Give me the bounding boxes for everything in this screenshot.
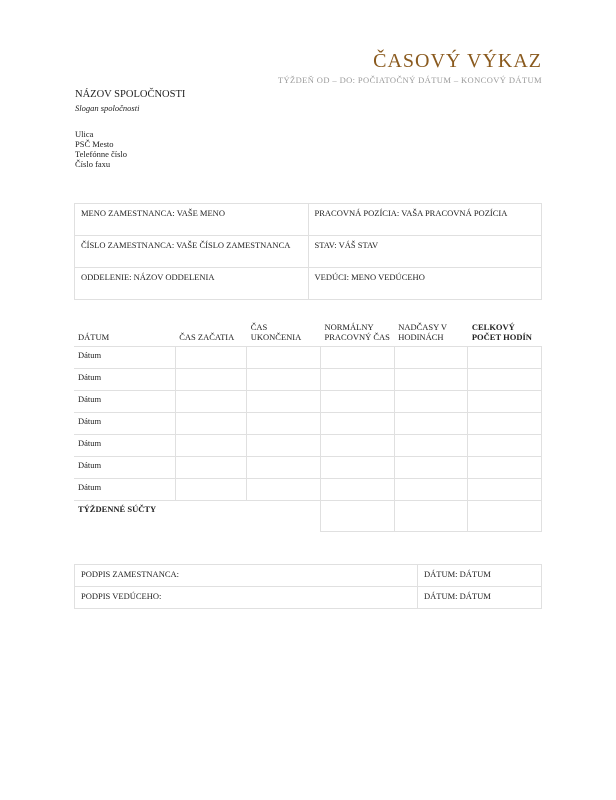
col-total: CELKOVÝ POČET HODÍN: [471, 322, 532, 342]
table-row: [74, 457, 542, 479]
total-cell[interactable]: [468, 435, 542, 457]
employee-signature-date[interactable]: DÁTUM: DÁTUM: [418, 565, 542, 587]
regular-cell[interactable]: [320, 457, 394, 479]
overtime-cell[interactable]: [394, 347, 468, 369]
table-row: [74, 369, 542, 391]
document-title: ČASOVÝ VÝKAZ: [373, 50, 542, 72]
overtime-cell[interactable]: [394, 457, 468, 479]
total-cell[interactable]: [468, 479, 542, 501]
end-cell[interactable]: [247, 479, 321, 501]
row-date[interactable]: Dátum: [74, 435, 175, 457]
overtime-cell[interactable]: [394, 391, 468, 413]
totals-row: [74, 501, 542, 532]
start-cell[interactable]: [175, 435, 247, 457]
total-hours[interactable]: [468, 501, 542, 532]
regular-cell[interactable]: [320, 369, 394, 391]
overtime-cell[interactable]: [394, 413, 468, 435]
total-cell[interactable]: [468, 391, 542, 413]
end-cell[interactable]: [247, 413, 321, 435]
employee-info-table: [74, 203, 542, 300]
week-range: TÝŽDEŇ OD – DO: POČIATOČNÝ DÁTUM – KONCOVÝ DÁTUM: [277, 75, 542, 85]
end-cell[interactable]: [247, 369, 321, 391]
table-row: [74, 479, 542, 501]
employee-name[interactable]: MENO ZAMESTNANCA: VAŠE MENO: [75, 204, 309, 236]
row-date[interactable]: Dátum: [74, 347, 175, 369]
table-row: [74, 435, 542, 457]
signature-table: [74, 564, 542, 609]
manager-signature[interactable]: PODPIS VEDÚCEHO:: [75, 587, 418, 609]
start-cell[interactable]: [175, 347, 247, 369]
regular-cell[interactable]: [320, 479, 394, 501]
totals-label: TÝŽDENNÉ SÚČTY: [78, 504, 157, 514]
phone: Telefónne číslo: [75, 149, 128, 159]
col-start: ČAS ZAČATIA: [179, 332, 235, 342]
row-date[interactable]: Dátum: [74, 369, 175, 391]
table-row: [74, 391, 542, 413]
end-cell[interactable]: [247, 391, 321, 413]
col-overtime: NADČASY V HODINÁCH: [398, 322, 447, 342]
fax: Číslo faxu: [75, 159, 111, 169]
regular-cell[interactable]: [320, 413, 394, 435]
start-cell[interactable]: [175, 413, 247, 435]
company-name: NÁZOV SPOLOČNOSTI: [75, 89, 186, 100]
hours-table: [74, 309, 542, 532]
overtime-cell[interactable]: [394, 435, 468, 457]
zip-city: PSČ Mesto: [75, 139, 114, 149]
col-date: DÁTUM: [78, 332, 110, 342]
start-cell[interactable]: [175, 369, 247, 391]
col-end: ČAS UKONČENIA: [250, 322, 302, 342]
start-cell[interactable]: [175, 479, 247, 501]
end-cell[interactable]: [247, 435, 321, 457]
employee-manager[interactable]: VEDÚCI: MENO VEDÚCEHO: [308, 268, 542, 300]
employee-status[interactable]: STAV: VÁŠ STAV: [308, 236, 542, 268]
total-cell[interactable]: [468, 347, 542, 369]
end-cell[interactable]: [247, 347, 321, 369]
start-cell[interactable]: [175, 457, 247, 479]
col-regular: NORMÁLNY PRACOVNÝ ČAS: [324, 322, 390, 342]
total-overtime[interactable]: [394, 501, 468, 532]
table-row: [74, 347, 542, 369]
regular-cell[interactable]: [320, 391, 394, 413]
street: Ulica: [75, 129, 94, 139]
overtime-cell[interactable]: [394, 369, 468, 391]
total-cell[interactable]: [468, 369, 542, 391]
row-date[interactable]: Dátum: [74, 391, 175, 413]
company-slogan: Slogan spoločnosti: [75, 103, 140, 113]
regular-cell[interactable]: [320, 435, 394, 457]
regular-cell[interactable]: [320, 347, 394, 369]
table-row: [74, 413, 542, 435]
employee-signature[interactable]: PODPIS ZAMESTNANCA:: [75, 565, 418, 587]
start-cell[interactable]: [175, 391, 247, 413]
employee-position[interactable]: PRACOVNÁ POZÍCIA: VAŠA PRACOVNÁ POZÍCIA: [308, 204, 542, 236]
manager-signature-date[interactable]: DÁTUM: DÁTUM: [418, 587, 542, 609]
employee-number[interactable]: ČÍSLO ZAMESTNANCA: VAŠE ČÍSLO ZAMESTNANCA: [75, 236, 309, 268]
total-regular[interactable]: [320, 501, 394, 532]
overtime-cell[interactable]: [394, 479, 468, 501]
end-cell[interactable]: [247, 457, 321, 479]
total-cell[interactable]: [468, 457, 542, 479]
employee-department[interactable]: ODDELENIE: NÁZOV ODDELENIA: [75, 268, 309, 300]
row-date[interactable]: Dátum: [74, 457, 175, 479]
row-date[interactable]: Dátum: [74, 479, 175, 501]
total-cell[interactable]: [468, 413, 542, 435]
row-date[interactable]: Dátum: [74, 413, 175, 435]
company-address: [75, 129, 127, 169]
